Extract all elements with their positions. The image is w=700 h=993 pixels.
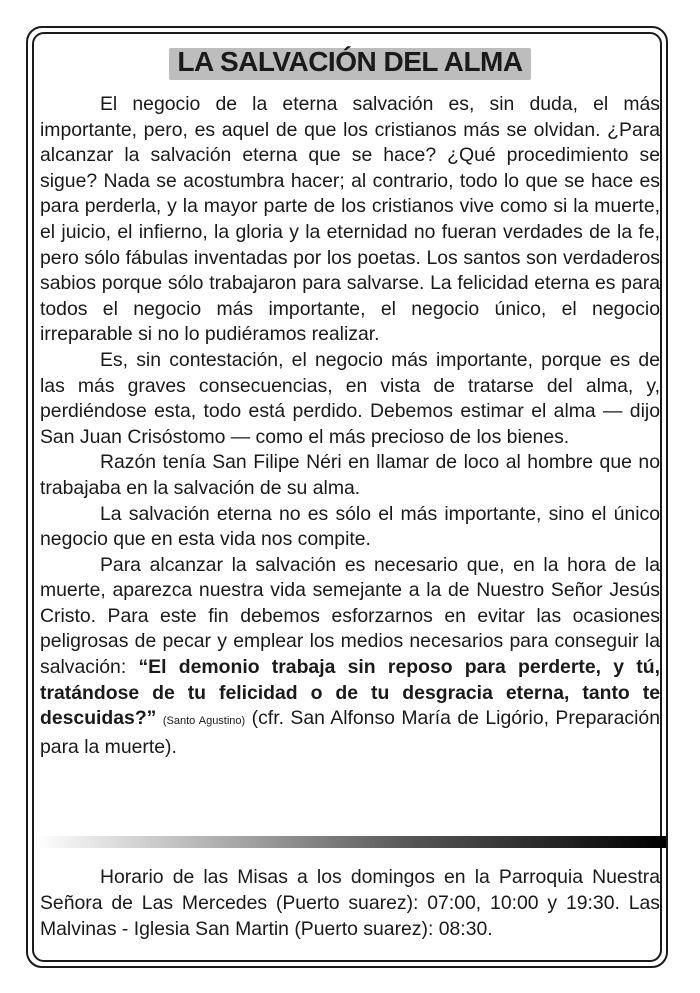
paragraph-5-start: Para alcanzar la salvación es necesario que, en la hora de la muerte, aparezca nuestra vida semejante a la de Nuestro Señor Jesús Cristo. Para este fin debemos esforzarnos en evitar las ocasiones peligrosas de pecar y emplear los medios necesarios para conseguir la salvación: (40, 553, 660, 679)
page-title: LA SALVACIÓN DEL ALMA (169, 42, 530, 80)
paragraph-1: El negocio de la eterna salvación es, sin duda, el más importante, pero, es aquel de que los cristianos más se olvidan. ¿Para alcanzar la salvación eterna que se hace? ¿Qué procedimiento se sigue? Nada se acostumbra hacer; al contrario, todo lo que se hace es para perderla, y la mayor parte de los cristianos vive como si la muerte, el juicio, el infierno, la gloria y la eternidad no fueran verdades de la fe, pero sólo fábulas inventadas por los poetas. Los santos son verdaderos sabios porque sólo trabajaron para salvarse. La felicidad eterna es para todos el negocio más importante, el negocio único, el negocio irreparable si no lo pudiéramos realizar. (40, 93, 660, 346)
schedule-text: Horario de las Misas a los domingos en la Parroquia Nuestra Señora de Las Mercedes (Puerto suarez): 07:00, 10:00 y 19:30. Las Malvinas - Iglesia San Martin (Puerto suarez): 08:30. (40, 866, 660, 940)
article-body (40, 92, 660, 760)
paragraph-2: Es, sin contestación, el negocio más importante, porque es de las más graves consecuencias, en vista de tratarse del alma, y, perdiéndose esta, todo está perdido. Debemos estimar el alma — dijo San Juan Crisóstomo — como el más precioso de los bienes. (40, 348, 660, 448)
paragraph-4: La salvación eterna no es sólo el más importante, sino el único negocio que en esta vida nos compite. (40, 502, 660, 551)
mass-schedule (40, 864, 660, 942)
gradient-divider (34, 836, 666, 848)
title-container (0, 42, 700, 80)
paragraph-5 (40, 553, 660, 761)
paragraph-3: Razón tenía San Filipe Néri en llamar de loco al hombre que no trabajaba en la salvación de su alma. (40, 451, 660, 499)
paragraph-5-end: (cfr. San Alfonso María de Ligório, Preparación para la muerte). (40, 707, 660, 758)
quote-bold: “El demonio trabaja sin reposo para perderte, y tú, tratándose de tu felicidad o de tu desgracia eterna, tanto te descuidas?” (40, 656, 660, 730)
quote-attribution: (Santo Agustino) (162, 715, 246, 728)
